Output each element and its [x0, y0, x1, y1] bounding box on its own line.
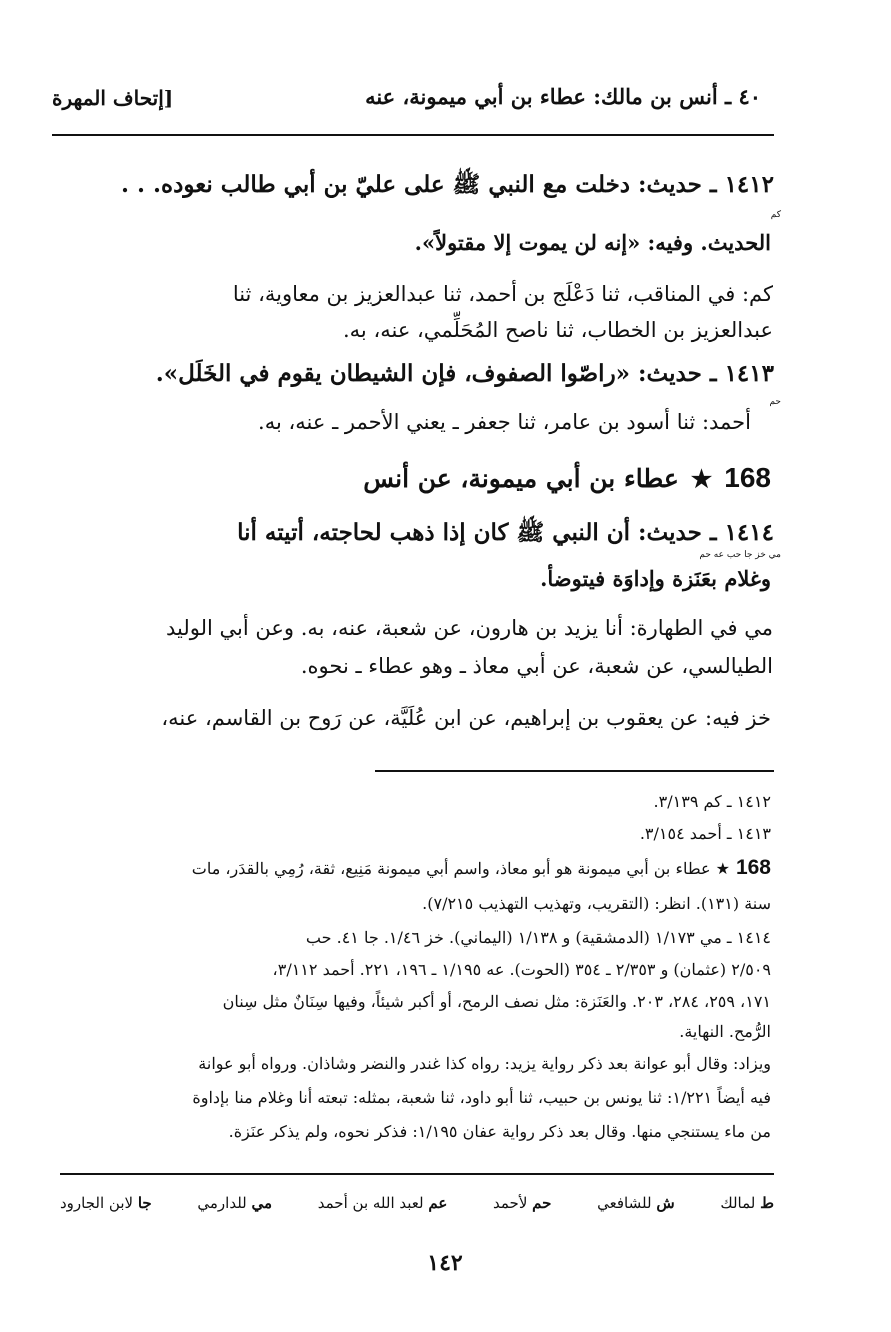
footnote-section-number: 168 [735, 856, 771, 879]
hadith-1413-source: أحمد: ثنا أسود بن عامر، ثنا جعفر ـ يعني الأحمر ـ عنه، به. [258, 410, 751, 434]
abbrev-item: مي للدارمي [197, 1194, 273, 1212]
footnote-1414-line3: ١٧١، ٢٥٩، ٢٨٤، ٢٠٣. والعَنَزة: مثل نصف الرمح، أو أكبر شيئاً، وفيها سِنَانٌ مثل سِنان [222, 992, 771, 1011]
footnote-additions-line3: من ماء يستنجي منها. وقال بعد ذكر رواية عفان ١/١٩٥: فذكر نحوه، ولم يذكر عنَزة. [228, 1122, 771, 1141]
abbrev-item: عم لعبد الله بن أحمد [317, 1194, 448, 1212]
abbrev-item: ش للشافعي [597, 1194, 675, 1212]
hadith-1413-heading: ١٤١٣ ـ حديث: «راصّوا الصفوف، فإن الشيطان يقوم في الخَلَل». [155, 360, 774, 387]
footnote-1413: ١٤١٣ ـ أحمد ٣/١٥٤. [639, 824, 771, 843]
section-number: 168 [724, 462, 771, 493]
abbrev-item: جا لابن الجارود [60, 1194, 152, 1212]
hadith-1414-text: وغلام بعَنَزة وإداوَة فيتوضأ. [540, 566, 771, 591]
hadith-1412-source-line1: كم: في المناقب، ثنا دَعْلَج بن أحمد، ثنا عبدالعزيز بن معاوية، ثنا [232, 282, 773, 306]
hadith-1413-sigla: حم [769, 397, 781, 407]
hadith-1412-heading: ١٤١٢ ـ حديث: دخلت مع النبي ﷺ على عليّ بن أبي طالب نعوده. . . [121, 171, 774, 198]
footnote-1414-line2: ٢/٥٠٩ (عثمان) و ٢/٣٥٣ ـ ٣٥٤ (الحوت). عه ١/١٩٥ ـ ١٩٦، ٢٢١. أحمد ٣/١١٢، [272, 960, 771, 979]
footnote-168-line2: سنة (١٣١). انظر: (التقريب، وتهذيب التهذيب ٧/٢١٥). [422, 894, 771, 913]
hadith-1412-sigla: كم [770, 210, 781, 220]
footnote-168-line1 [192, 856, 771, 880]
section-title: عطاء بن أبي ميمونة، عن أنس [363, 463, 679, 493]
star-icon: ★ [690, 463, 713, 493]
abbrev-item: ط لمالك [720, 1194, 774, 1212]
hadith-1414-sigla: مي خز جا حب عه حم [699, 550, 781, 560]
abbreviations-divider [60, 1173, 774, 1175]
abbrev-item: حم لأحمد [493, 1194, 552, 1212]
book-title: [إتحاف المهرة [52, 86, 174, 110]
footnote-1412: ١٤١٢ ـ كم ٣/١٣٩. [653, 792, 771, 811]
abbreviations-key [60, 1194, 774, 1218]
hadith-1414-source-line3: خز فيه: عن يعقوب بن إبراهيم، عن ابن عُلَيَّة، عن رَوح بن القاسم، عنه، [161, 706, 771, 730]
footnote-1414-line1: ١٤١٤ ـ مي ١/١٧٣ (الدمشقية) و ١/١٣٨ (اليماني). خز ١/٤٦. جا ٤١. حب [305, 928, 771, 947]
footnote-168-text: ★ عطاء بن أبي ميمونة هو أبو معاذ، واسم أبي ميمونة مَنِيع، ثقة، رُمِي بالقدَر، مات [191, 859, 730, 878]
section-168-heading [363, 462, 771, 494]
hadith-1412-text: الحديث. وفيه: «إنه لن يموت إلا مقتولاً». [414, 230, 771, 255]
hadith-1414-heading: ١٤١٤ ـ حديث: أن النبي ﷺ كان إذا ذهب لحاجته، أتيته أنا [237, 519, 774, 546]
hadith-1414-source-line1: مي في الطهارة: أنا يزيد بن هارون، عن شعبة، عنه، به. وعن أبي الوليد [166, 616, 773, 640]
footnote-divider [375, 770, 774, 772]
hadith-1412-source-line2: عبدالعزيز بن الخطاب، ثنا ناصح المُحَلِّمي، عنه، به. [343, 318, 773, 342]
footnote-additions-line2: فيه أيضاً ١/٢٢١: ثنا يونس بن حبيب، ثنا أبو داود، ثنا شعبة، بمثله: تبعته أنا وغلام منا بإداوة [192, 1088, 771, 1107]
footnote-1414-line4: الرُّمح. النهاية. [679, 1022, 771, 1041]
footnote-additions-line1: ويزاد: وقال أبو عوانة بعد ذكر رواية يزيد: رواه كذا غندر والنضر وشاذان. ورواه أبو عوانة [198, 1054, 771, 1073]
running-title: ٤٠ ـ أنس بن مالك: عطاء بن أبي ميمونة، عنه [365, 84, 761, 109]
hadith-1414-source-line2: الطيالسي، عن شعبة، عن أبي معاذ ـ وهو عطاء ـ نحوه. [300, 654, 773, 678]
header-divider [52, 134, 774, 136]
page-number: ١٤٢ [427, 1250, 463, 1276]
